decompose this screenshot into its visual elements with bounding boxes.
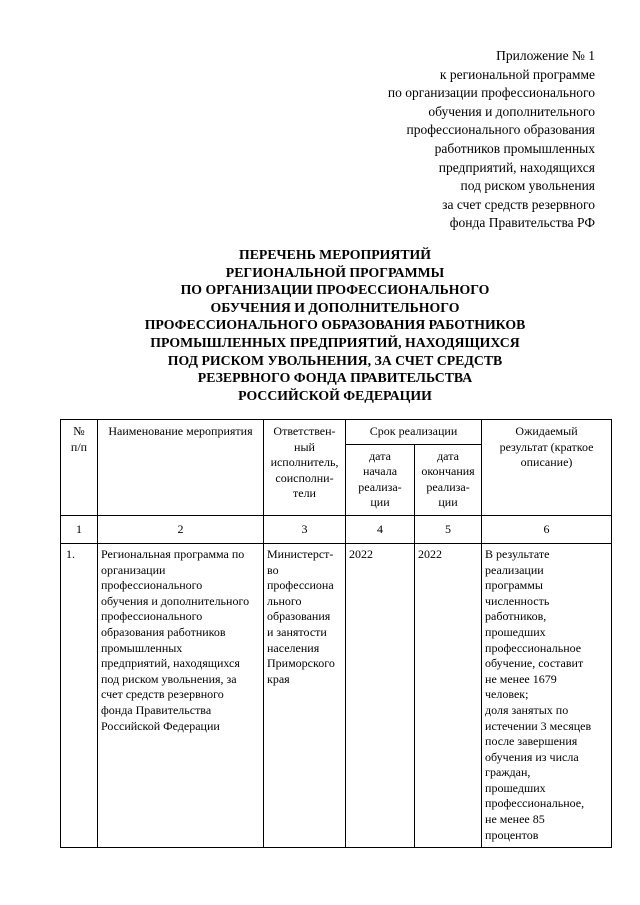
cell-line: Ответствен-	[273, 424, 336, 438]
header-period	[346, 420, 482, 445]
end-date: 2022	[415, 543, 482, 847]
cell-line: окончания	[421, 464, 475, 479]
cell-line: обучения и дополнительного	[101, 593, 250, 608]
cell-line: профессионального	[101, 578, 203, 593]
cell-line: профессиональное	[485, 640, 582, 655]
annex-line: к региональной программе	[439, 66, 595, 82]
cell-line: человек;	[485, 687, 529, 702]
cell-line: Ожидаемый	[515, 424, 578, 438]
cell-line: фонда Правительства	[101, 702, 212, 717]
column-number: 6	[482, 515, 612, 543]
table-row	[61, 543, 612, 847]
cell-line: численность	[485, 593, 550, 608]
expected-result	[482, 543, 612, 847]
measure-name	[98, 543, 264, 847]
annex-line: обучения и дополнительного	[428, 103, 595, 119]
annex-line: профессионального образования	[406, 122, 595, 138]
title-line: РЕЗЕРВНОГО ФОНДА ПРАВИТЕЛЬСТВА	[197, 370, 473, 386]
cell-line: населения	[267, 640, 320, 655]
cell-line: описание)	[520, 455, 573, 470]
cell-line: соисполни-	[275, 470, 334, 485]
cell-line: реализа-	[426, 479, 470, 494]
annex-heading	[388, 47, 595, 233]
row-number: 1.	[61, 543, 98, 847]
title-line: РОССИЙСКОЙ ФЕДЕРАЦИИ	[238, 387, 432, 403]
header-responsible	[264, 420, 346, 516]
cell-line: дата	[369, 448, 391, 463]
document-title	[60, 246, 610, 404]
annex-line: предприятий, находящихся	[438, 159, 595, 175]
cell-line: после завершения	[485, 734, 578, 749]
cell-line: образования работников	[101, 624, 226, 639]
cell-line: прошедших	[485, 624, 546, 639]
cell-line: и занятости	[267, 624, 327, 639]
start-date: 2022	[346, 543, 415, 847]
column-number: 2	[98, 515, 264, 543]
cell-line: профессионального	[101, 609, 203, 624]
cell-line: истечении 3 месяцев	[485, 718, 592, 733]
title-line: РЕГИОНАЛЬНОЙ ПРОГРАММЫ	[225, 264, 445, 280]
table-header-row	[61, 420, 612, 445]
title-line: ПО ОРГАНИЗАЦИИ ПРОФЕССИОНАЛЬНОГО	[180, 282, 490, 298]
cell-line: п/п	[70, 439, 88, 454]
cell-line: работников,	[485, 609, 547, 624]
annex-line: работников промышленных	[434, 140, 595, 156]
cell-line: счет средств резервного	[101, 687, 224, 702]
column-number: 1	[61, 515, 98, 543]
column-number: 3	[264, 515, 346, 543]
cell-line: не менее 85	[485, 812, 545, 827]
cell-line: результат (краткое	[499, 439, 594, 454]
header-name	[98, 420, 264, 516]
cell-line: прошедших	[485, 780, 546, 795]
cell-line: реализации	[485, 562, 544, 577]
header-start-date	[346, 444, 415, 515]
cell-line: профессиона	[267, 578, 334, 593]
cell-line: образования	[267, 609, 331, 624]
cell-line: реализа-	[358, 479, 402, 494]
cell-line: льного	[267, 593, 302, 608]
header-num	[61, 420, 98, 516]
cell-line: ции	[370, 495, 390, 510]
cell-line: Срок реализации	[369, 424, 458, 438]
cell-line: Наименование мероприятия	[108, 424, 253, 438]
responsible-executor	[264, 543, 346, 847]
cell-line: предприятий, находящихся	[101, 656, 240, 671]
cell-line: доля занятых по	[485, 702, 569, 717]
cell-line: В результате	[485, 546, 550, 561]
header-end-date	[415, 444, 482, 515]
annex-line: за счет средств резервного	[442, 196, 595, 212]
title-line: ПЕРЕЧЕНЬ МЕРОПРИЯТИЙ	[238, 247, 432, 262]
cell-line: тели	[293, 486, 316, 501]
cell-line: начала	[362, 464, 398, 479]
title-line: ПРОМЫШЛЕННЫХ ПРЕДПРИЯТИЙ, НАХОДЯЩИХСЯ	[150, 334, 520, 350]
cell-line: под риском увольнения, за	[101, 671, 237, 686]
annex-line: под риском увольнения	[460, 178, 595, 194]
title-line: ПОД РИСКОМ УВОЛЬНЕНИЯ, ЗА СЧЕТ СРЕДСТВ	[167, 352, 503, 368]
annex-line: фонда Правительства РФ	[449, 215, 595, 231]
column-number: 4	[346, 515, 415, 543]
annex-line: по организации профессионального	[387, 85, 595, 101]
cell-line: не менее 1679	[485, 671, 557, 686]
title-line: ПРОФЕССИОНАЛЬНОГО ОБРАЗОВАНИЯ РАБОТНИКОВ	[144, 317, 526, 333]
column-number-row	[61, 515, 612, 543]
cell-line: Региональная программа по	[101, 546, 245, 561]
cell-line: исполнитель,	[270, 455, 339, 470]
cell-line: №	[73, 424, 85, 438]
cell-line: программы	[485, 578, 543, 593]
cell-line: Российской Федерации	[101, 718, 220, 733]
cell-line: граждан,	[485, 765, 531, 780]
cell-line: обучение, составит	[485, 656, 584, 671]
cell-line: края	[267, 671, 290, 686]
cell-line: ции	[438, 495, 458, 510]
cell-line: профессиональное,	[485, 796, 585, 811]
cell-line: во	[267, 562, 279, 577]
header-result	[482, 420, 612, 516]
cell-line: процентов	[485, 827, 539, 842]
column-number: 5	[415, 515, 482, 543]
cell-line: Приморского	[267, 656, 335, 671]
title-line: ОБУЧЕНИЯ И ДОПОЛНИТЕЛЬНОГО	[210, 299, 460, 315]
cell-line: ный	[294, 439, 315, 454]
annex-line: Приложение № 1	[496, 48, 595, 63]
cell-line: промышленных	[101, 640, 183, 655]
cell-line: дата	[437, 448, 459, 463]
measures-table	[60, 419, 612, 848]
cell-line: Министерст-	[267, 546, 334, 561]
cell-line: обучения из числа	[485, 749, 579, 764]
cell-line: организации	[101, 562, 166, 577]
